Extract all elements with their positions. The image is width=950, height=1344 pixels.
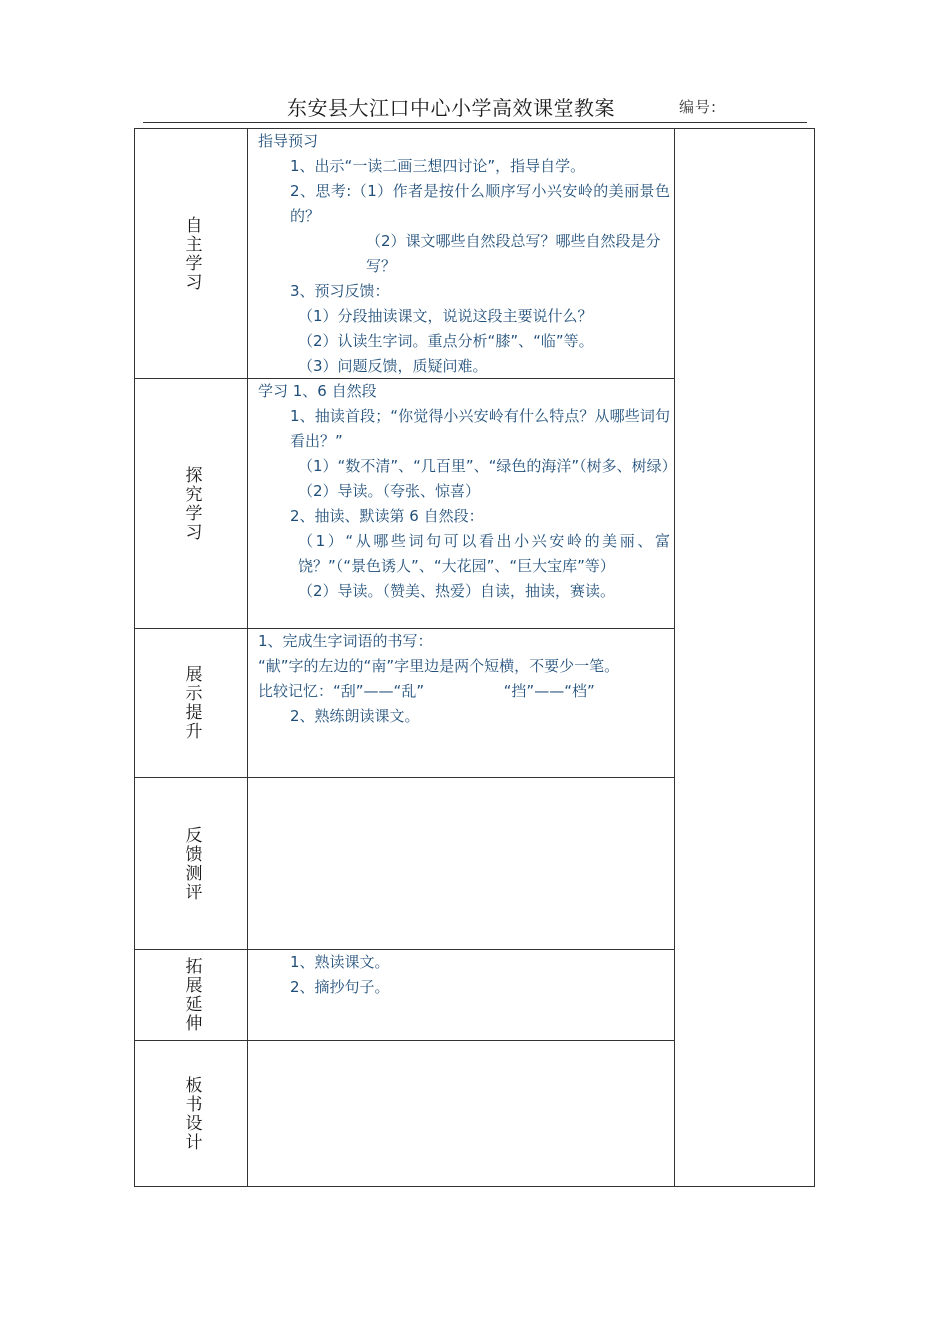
section-label-board-design: 板书设计 (181, 1075, 202, 1152)
document-header (143, 92, 807, 123)
text-line: 1、熟读课文。 (290, 953, 390, 971)
section-label-presentation: 展示提升 (181, 665, 202, 741)
text-line: （2）认读生字词。重点分析“膝”、“临”等。 (298, 332, 594, 350)
text-line: （2）导读。（夸张、惊喜） (298, 482, 481, 500)
column-divider-left (247, 128, 248, 1187)
text-line: 3、预习反馈： (290, 282, 390, 300)
text-line: 2、熟练朗读课文。 (290, 707, 420, 725)
document-title: 东安县大江口中心小学高效课堂教案 (287, 96, 615, 120)
text-line: “献”字的左边的“南”字里边是两个短横，不要少一笔。 (258, 657, 620, 675)
column-divider-right (674, 128, 675, 1187)
compare-pair-2: “挡”——“档” (503, 682, 595, 700)
text-line: （2）导读。（赞美、热爱）自读，抽读，赛读。 (298, 582, 616, 600)
text-line: （1）分段抽读课文，说说这段主要说什么？ (298, 307, 593, 325)
section-label-extension: 拓展延伸 (181, 957, 202, 1033)
text-line: （3）问题反馈，质疑问难。 (298, 357, 488, 375)
text-line: 1、抽读首段；“你觉得小兴安岭有什么特点？从哪些词句看出？” (290, 407, 670, 450)
text-line: 学习 1、6 自然段 (258, 382, 377, 400)
text-line: （1）“从哪些词句可以看出小兴安岭的美丽、富饶？”（“景色诱人”、“大花园”、“巨大宝库”等） (298, 532, 670, 575)
compare-pair-1: 比较记忆：“刮”——“乱” (258, 682, 425, 700)
text-line (258, 679, 670, 704)
text-line: （2）课文哪些自然段总写？哪些自然段是分写？ (366, 232, 661, 275)
text-line: 指导预习 (258, 132, 319, 150)
text-line: 2、抽读、默读第 6 自然段： (290, 507, 484, 525)
section-label-self-study: 自主学习 (181, 215, 202, 292)
text-line: 2、摘抄句子。 (290, 978, 390, 996)
text-line: 1、出示“一读二画三想四讨论”，指导自学。 (290, 157, 586, 175)
inquiry-content (258, 379, 677, 604)
text-line: 2、思考:（1）作者是按什么顺序写小兴安岭的美丽景色的？ (290, 182, 670, 225)
serial-number-label: 编号: (679, 98, 718, 116)
self-study-content (258, 129, 670, 379)
section-label-feedback: 反馈测评 (181, 825, 202, 902)
text-line: 1、完成生字词语的书写： (258, 632, 433, 650)
presentation-content (258, 629, 670, 729)
text-line: （1）“数不清”、“几百里”、“绿色的海洋”（树多、树绿） (298, 457, 677, 475)
section-label-inquiry: 探究学习 (181, 465, 202, 542)
extension-content (258, 950, 670, 1000)
